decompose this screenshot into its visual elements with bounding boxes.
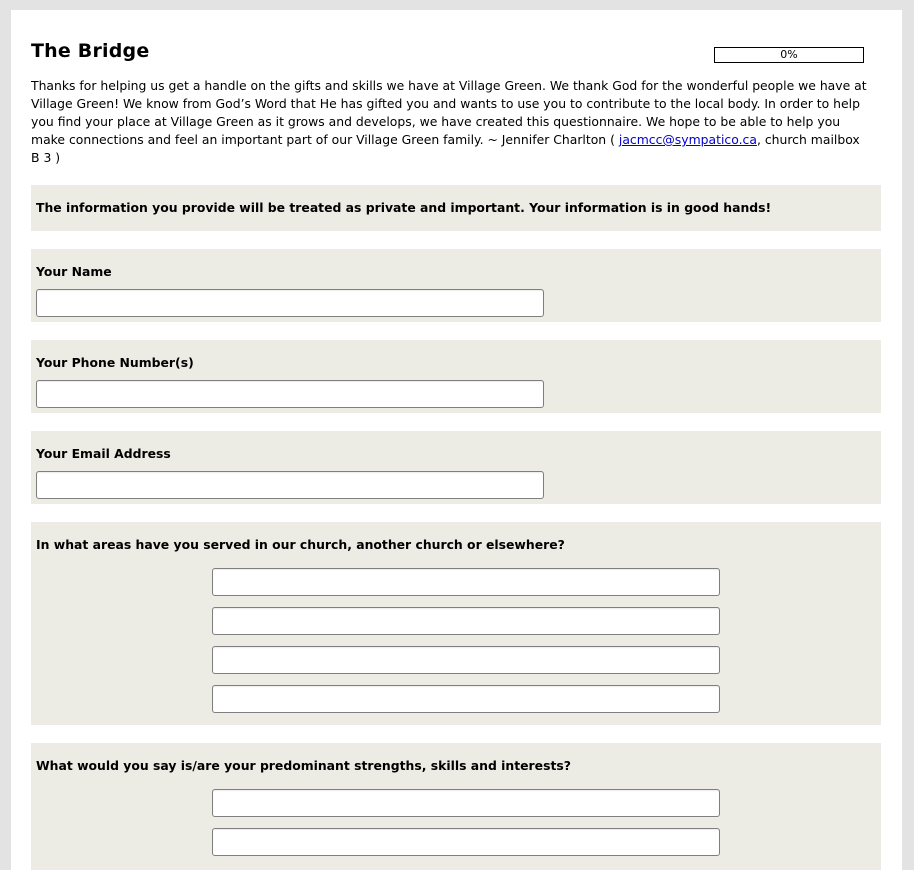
email-panel	[31, 431, 881, 504]
progress-bar	[714, 47, 864, 63]
served-input-1[interactable]	[212, 568, 720, 596]
served-input-3[interactable]	[212, 646, 720, 674]
email-label: Your Email Address	[36, 446, 171, 461]
privacy-notice: The information you provide will be treated as private and important. Your information is in good hands!	[36, 200, 772, 215]
intro-paragraph	[31, 77, 871, 167]
intro-text-after: , church mailbox B 3 )	[31, 132, 860, 165]
strengths-panel	[31, 743, 881, 870]
served-label: In what areas have you served in our church, another church or elsewhere?	[36, 537, 565, 552]
name-label: Your Name	[36, 264, 112, 279]
phone-input[interactable]	[36, 380, 544, 408]
name-input[interactable]	[36, 289, 544, 317]
served-input-2[interactable]	[212, 607, 720, 635]
email-link[interactable]: jacmcc@sympatico.ca	[618, 132, 757, 147]
served-input-4[interactable]	[212, 685, 720, 713]
strengths-input-2[interactable]	[212, 828, 720, 856]
progress-label: 0%	[780, 48, 798, 61]
email-input[interactable]	[36, 471, 544, 499]
intro-text: Thanks for helping us get a handle on the gifts and skills we have at Village Green. We thank God for the wonderful people we have at Village Green! We know from God’s Word that He has gifted you and wants to use you to contribute to the local body. In order to help you find your place at Village Green as it grows and develops, we have created this questionnaire. We hope to be able to help you make connections and feel an important part of our Village Green family. ~ Jennifer Charlton (	[31, 78, 867, 147]
served-panel	[31, 522, 881, 725]
phone-label: Your Phone Number(s)	[36, 355, 194, 370]
strengths-input-1[interactable]	[212, 789, 720, 817]
page-title: The Bridge	[31, 40, 150, 62]
phone-panel	[31, 340, 881, 413]
strengths-label: What would you say is/are your predominant strengths, skills and interests?	[36, 758, 571, 773]
privacy-notice-panel	[31, 185, 881, 231]
name-panel	[31, 249, 881, 322]
form-page	[11, 10, 902, 870]
